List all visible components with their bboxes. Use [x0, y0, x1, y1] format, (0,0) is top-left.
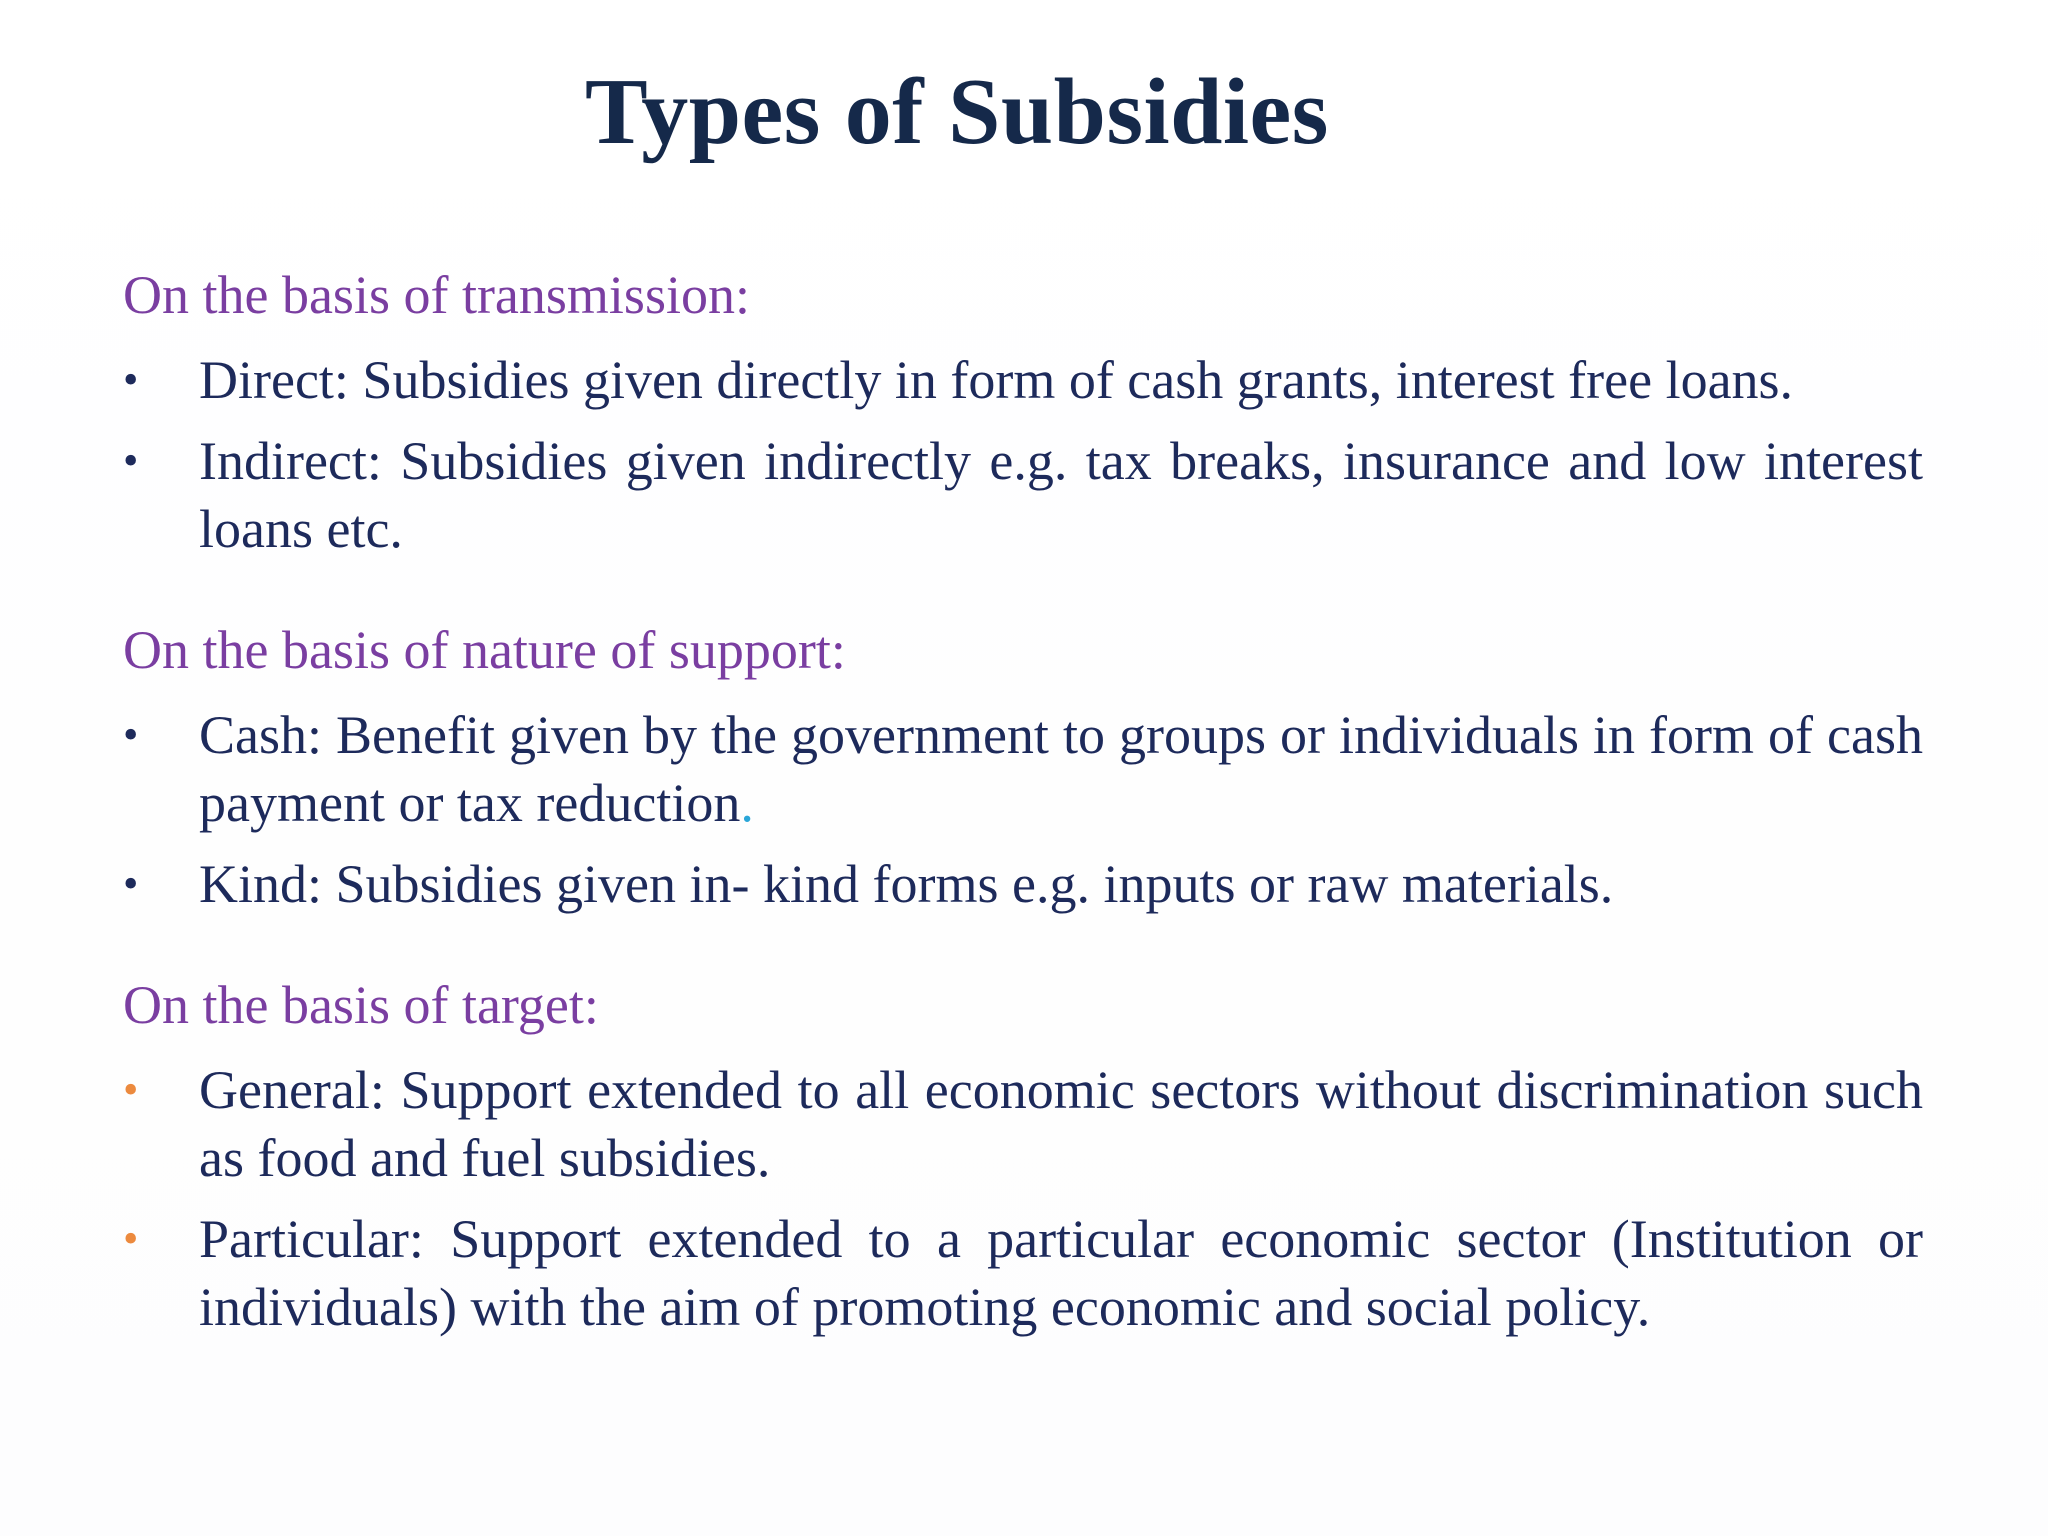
section-transmission [123, 262, 1923, 576]
list-item [123, 1056, 1923, 1192]
list-item [123, 701, 1923, 837]
period-accent: . [740, 773, 754, 833]
list-item-text: Cash: Benefit given by the government to groups or individuals in form of cash payment or tax reduction [199, 705, 1923, 833]
section-target [123, 972, 1923, 1354]
list-item [123, 850, 1923, 918]
bullet-icon: • [123, 355, 139, 404]
list-item-text: Indirect: Subsidies given indirectly e.g. tax breaks, insurance and low interest loans etc. [199, 431, 1923, 559]
section-heading: On the basis of target: [123, 975, 599, 1035]
bullet-icon: • [123, 859, 139, 908]
list-item-text: General: Support extended to all economic sectors without discrimination such as food and fuel subsidies. [199, 1060, 1923, 1188]
list-item [123, 427, 1923, 563]
section-heading: On the basis of nature of support: [123, 620, 846, 680]
bullet-icon: • [123, 1214, 139, 1263]
bullet-icon: • [123, 1065, 139, 1114]
list-item-text: Direct: Subsidies given directly in form of cash grants, interest free loans. [199, 350, 1794, 410]
list-item [123, 346, 1923, 414]
list-item-text: Particular: Support extended to a particular economic sector (Institution or individuals) with the aim of promoting economic and social policy. [199, 1209, 1923, 1337]
slide-title: Types of Subsidies [585, 60, 1329, 164]
bullet-icon: • [123, 710, 139, 759]
list-item [123, 1205, 1923, 1341]
bullet-icon: • [123, 436, 139, 485]
list-item-text: Kind: Subsidies given in- kind forms e.g. inputs or raw materials. [199, 854, 1614, 914]
section-nature-of-support [123, 617, 1923, 931]
section-heading: On the basis of transmission: [123, 265, 750, 325]
